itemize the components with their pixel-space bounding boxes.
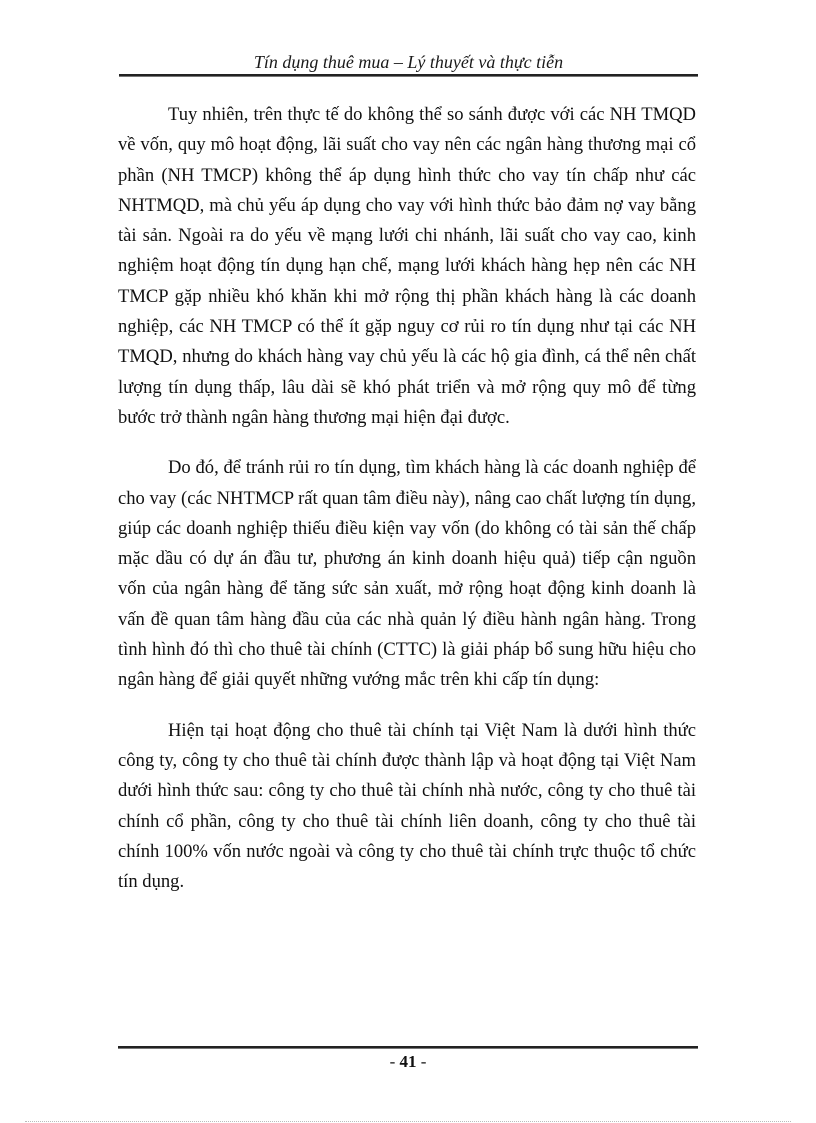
- page-number-dash-left: -: [389, 1052, 400, 1071]
- page-boundary-dotted-line: [25, 1121, 791, 1122]
- running-header-title: Tín dụng thuê mua – Lý thuyết và thực tiễn: [253, 52, 564, 72]
- paragraph: Do đó, để tránh rủi ro tín dụng, tìm khách hàng là các doanh nghiệp để cho vay (các NHTMCP rất quan tâm điều này), nâng cao chất lượng tín dụng, giúp các doanh nghiệp thiếu điều kiện vay vốn (do không có tài sản thế chấp mặc dầu có dự án đầu tư, phương án kinh doanh hiệu quả) tiếp cận nguồn vốn của ngân hàng để tăng sức sản xuất, mở rộng hoạt động kinh doanh là vấn đề quan tâm hàng đầu của các nhà quản lý điều hành ngân hàng. Trong tình hình đó thì cho thuê tài chính (CTTC) là giải pháp bổ sung hữu hiệu cho ngân hàng để giải quyết những vướng mắc trên khi cấp tín dụng:: [118, 457, 696, 691]
- footer-divider: [118, 1046, 698, 1049]
- header-divider: [119, 74, 698, 77]
- page-number-value: 41: [399, 1052, 417, 1071]
- paragraph: Tuy nhiên, trên thực tế do không thể so sánh được với các NH TMQD về vốn, quy mô hoạt động, lãi suất cho vay nên các ngân hàng thương mại cổ phần (NH TMCP) không thể áp dụng hình thức cho vay tín chấp như các NHTMQD, mà chủ yếu áp dụng cho vay với hình thức bảo đảm nợ vay bằng tài sản. Ngoài ra do yếu về mạng lưới chi nhánh, lãi suất cho vay cao, kinh nghiệm hoạt động tín dụng hạn chế, mạng lưới khách hàng hẹp nên các NH TMCP gặp nhiều khó khăn khi mở rộng thị phần khách hàng là các doanh nghiệp, các NH TMCP có thể ít gặp nguy cơ rủi ro tín dụng như tại các NH TMQD, nhưng do khách hàng vay chủ yếu là các hộ gia đình, cá thể nên chất lượng tín dụng thấp, lâu dài sẽ khó phát triển và mở rộng quy mô để từng bước trở thành ngân hàng thương mại hiện đại được.: [118, 104, 696, 428]
- document-body: [118, 100, 696, 917]
- page-number: [118, 1052, 698, 1072]
- paragraph: Hiện tại hoạt động cho thuê tài chính tại Việt Nam là dưới hình thức công ty, công ty cho thuê tài chính được thành lập và hoạt động tại Việt Nam dưới hình thức sau: công ty cho thuê tài chính nhà nước, công ty cho thuê tài chính cổ phần, công ty cho thuê tài chính liên doanh, công ty cho thuê tài chính 100% vốn nước ngoài và công ty cho thuê tài chính trực thuộc tổ chức tín dụng.: [118, 719, 696, 893]
- page-number-dash-right: -: [416, 1052, 427, 1071]
- page-header: [119, 50, 698, 76]
